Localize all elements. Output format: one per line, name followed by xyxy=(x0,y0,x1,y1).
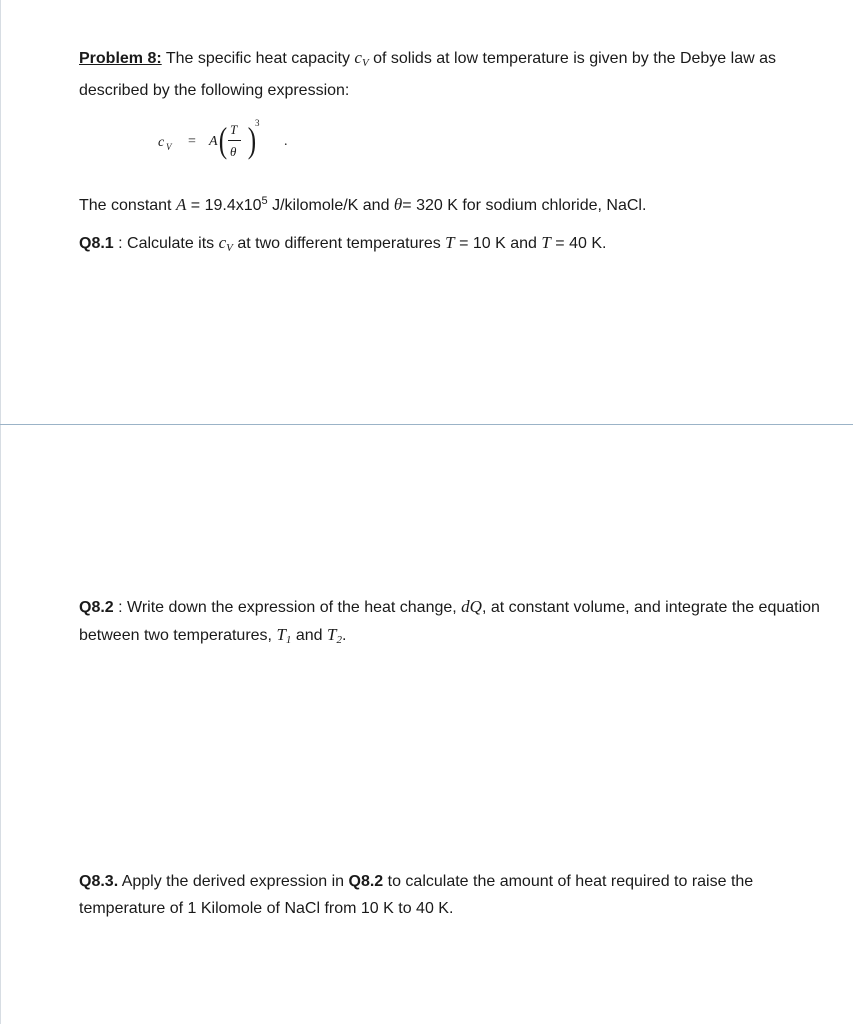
constants-text-3: J/kilomole/K and xyxy=(267,197,394,214)
eq-equals: = xyxy=(188,134,196,149)
eq-cv-subscript: V xyxy=(166,142,172,152)
q82-T1: T xyxy=(276,625,286,644)
q81-cv: c xyxy=(218,233,227,252)
problem-text-1: The specific heat capacity xyxy=(161,50,355,67)
q82-dQ: dQ xyxy=(461,597,482,616)
q83-label: Q8.3. xyxy=(79,873,119,890)
q83-reference: Q8.2 xyxy=(348,873,384,890)
constants-exponent: 5 xyxy=(261,195,268,207)
question-8-2 xyxy=(79,593,839,654)
q82-text-3: and xyxy=(291,627,327,644)
eq-denominator: θ xyxy=(230,144,237,159)
problem-text-2: of solids at low temperature is given by the Debye law as described by the following expression: xyxy=(79,50,776,99)
debye-equation xyxy=(150,118,310,170)
constants-line xyxy=(79,188,839,219)
cv-subscript: V xyxy=(361,57,369,69)
eq-cv: c xyxy=(158,135,165,150)
constant-A: A xyxy=(175,195,187,214)
q82-text-4: . xyxy=(341,627,347,644)
eq-exponent: 3 xyxy=(255,118,260,128)
theta-symbol: θ xyxy=(393,195,403,214)
constants-text-2: = 19.4x10 xyxy=(186,197,262,214)
eq-right-paren: ) xyxy=(247,120,257,160)
q81-text-3: = 10 K and xyxy=(454,235,542,252)
question-8-1 xyxy=(79,229,839,262)
problem-heading: Problem 8: xyxy=(79,50,162,67)
q81-text-1: : Calculate its xyxy=(113,235,219,252)
q82-text-2: , at constant volume, and integrate the equation between two temperatures, xyxy=(79,599,820,644)
q81-cv-subscript: V xyxy=(226,242,233,254)
q82-T1-subscript: 1 xyxy=(285,634,292,646)
eq-fraction-bar xyxy=(228,140,241,141)
q82-text-1: : Write down the expression of the heat change, xyxy=(113,599,462,616)
q82-label: Q8.2 xyxy=(79,599,114,616)
q81-label: Q8.1 xyxy=(79,235,114,252)
constants-text-4: = 320 K for sodium chloride, NaCl. xyxy=(402,197,647,214)
eq-left-paren: ( xyxy=(218,120,228,160)
eq-period: . xyxy=(284,134,288,149)
page-break-line xyxy=(0,424,853,425)
constants-text-1: The constant xyxy=(79,197,176,214)
q81-T1: T xyxy=(445,233,455,252)
page-edge xyxy=(0,0,1,1024)
q82-T2-subscript: 2 xyxy=(336,634,342,646)
q81-text-2: at two different temperatures xyxy=(232,235,446,252)
cv-symbol: c xyxy=(354,48,362,67)
q82-T2: T xyxy=(327,625,337,644)
question-8-3 xyxy=(79,868,839,922)
q83-text-1: Apply the derived expression in xyxy=(118,873,349,890)
q81-text-4: = 40 K. xyxy=(550,235,607,252)
q83-text-2: to calculate the amount of heat required to raise the temperature of 1 Kilomole of NaCl from 10 K to 40 K. xyxy=(79,873,754,917)
eq-numerator: T xyxy=(230,122,238,137)
problem-statement xyxy=(79,44,839,104)
q81-T2: T xyxy=(541,233,551,252)
eq-coefficient: A xyxy=(209,134,218,149)
